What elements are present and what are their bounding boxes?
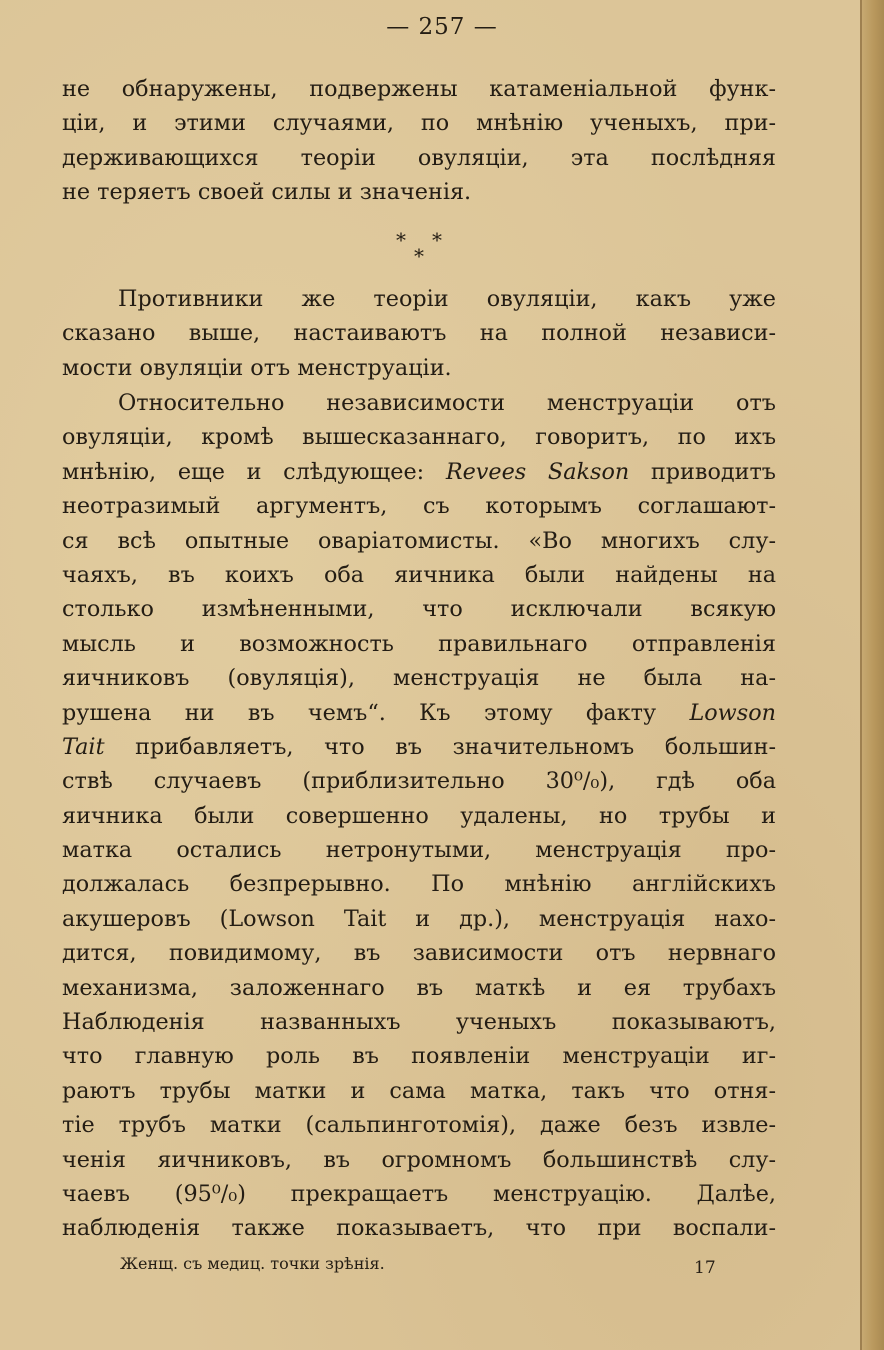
page-number: — 257 —	[386, 14, 498, 40]
text-line	[62, 696, 776, 730]
text-line: ченія яичниковъ, въ огромномъ большинствѣ слу-	[62, 1146, 776, 1173]
text-line: Противники же теоріи овуляціи, какъ уже	[118, 286, 776, 312]
text-line: ся всѣ опытные оваріатомисты. «Во многихъ слу-	[62, 527, 776, 554]
text-line: раютъ трубы матки и сама матка, такъ что отня-	[62, 1077, 776, 1104]
asterisk: *	[414, 244, 424, 268]
text-line: ствѣ случаевъ (приблизительно 30⁰/₀), гдѣ оба	[62, 768, 776, 795]
footer-sheet-number: 17	[694, 1258, 716, 1278]
text-line: сказано выше, настаиваютъ на полной независи-	[62, 320, 776, 347]
paragraph-independence	[62, 386, 776, 1246]
text-line: чаяхъ, въ коихъ оба яичника были найдены на	[62, 561, 776, 588]
text-fragment: приводитъ	[629, 458, 776, 485]
text-line: ціи, и этими случаями, по мнѣнію ученыхъ, при-	[62, 110, 776, 137]
paragraph-opponents	[62, 282, 776, 385]
text-line: дится, повидимому, въ зависимости отъ нервнаго	[62, 940, 776, 967]
text-line: не обнаружены, подвержены катаменіальной функ-	[62, 76, 776, 102]
text-fragment: прибавляетъ, что въ значительномъ большин-	[104, 733, 776, 760]
text-line: акушеровъ (Lowson Tait и др.), менструація нахо-	[62, 905, 776, 932]
author-name: Tait	[62, 733, 105, 760]
text-line: механизма, заложеннаго въ маткѣ и ея трубахъ	[62, 974, 776, 1001]
text-line: должалась безпрерывно. По мнѣнію англійскихъ	[62, 871, 776, 898]
page-edge	[860, 0, 884, 1350]
text-line: овуляціи, кромѣ вышесказаннаго, говоритъ, по ихъ	[62, 424, 776, 451]
page-edge-line	[860, 0, 862, 1350]
text-line: столько измѣненными, что исключали всякую	[62, 596, 776, 623]
text-line	[62, 730, 776, 764]
asterisk: *	[432, 228, 442, 252]
text-line: мости овуляціи отъ менструаціи.	[62, 354, 452, 381]
text-line: наблюденія также показываетъ, что при воспали-	[62, 1215, 776, 1242]
text-line: неотразимый аргументъ, съ которымъ соглашают-	[62, 493, 776, 520]
text-line: яичниковъ (овуляція), менструація не была на-	[62, 665, 776, 692]
text-fragment: рушена ни въ чемъ“. Къ этому факту	[62, 699, 690, 726]
text-line	[62, 455, 776, 489]
text-line: Относительно независимости менструаціи отъ	[118, 390, 776, 416]
text-line: чаевъ (95⁰/₀) прекращаетъ менструацію. Далѣе,	[62, 1180, 776, 1207]
text-fragment: мнѣнію, еще и слѣдующее:	[62, 458, 446, 485]
author-name: Revees Sakson	[445, 458, 630, 485]
text-line: матка остались нетронутыми, менструація про-	[62, 837, 776, 864]
footer-signature: Женщ. съ медиц. точки зрѣнія.	[120, 1254, 385, 1273]
paragraph-continuation	[62, 72, 776, 210]
text-line: яичника были совершенно удалены, но трубы и	[62, 802, 776, 829]
text-line: не теряетъ своей силы и значенія.	[62, 179, 472, 206]
text-line: что главную роль въ появленіи менструаціи иг-	[62, 1043, 776, 1070]
author-name: Lowson	[689, 699, 776, 726]
section-divider-asterisks	[390, 228, 460, 268]
text-line: мысль и возможность правильнаго отправленія	[62, 630, 776, 657]
text-line: тіе трубъ матки (сальпинготомія), даже безъ извле-	[62, 1112, 776, 1139]
text-line: держивающихся теоріи овуляціи, эта послѣдняя	[62, 144, 776, 171]
text-line: Наблюденія названныхъ ученыхъ показываютъ,	[62, 1009, 776, 1036]
asterisk: *	[396, 228, 406, 252]
